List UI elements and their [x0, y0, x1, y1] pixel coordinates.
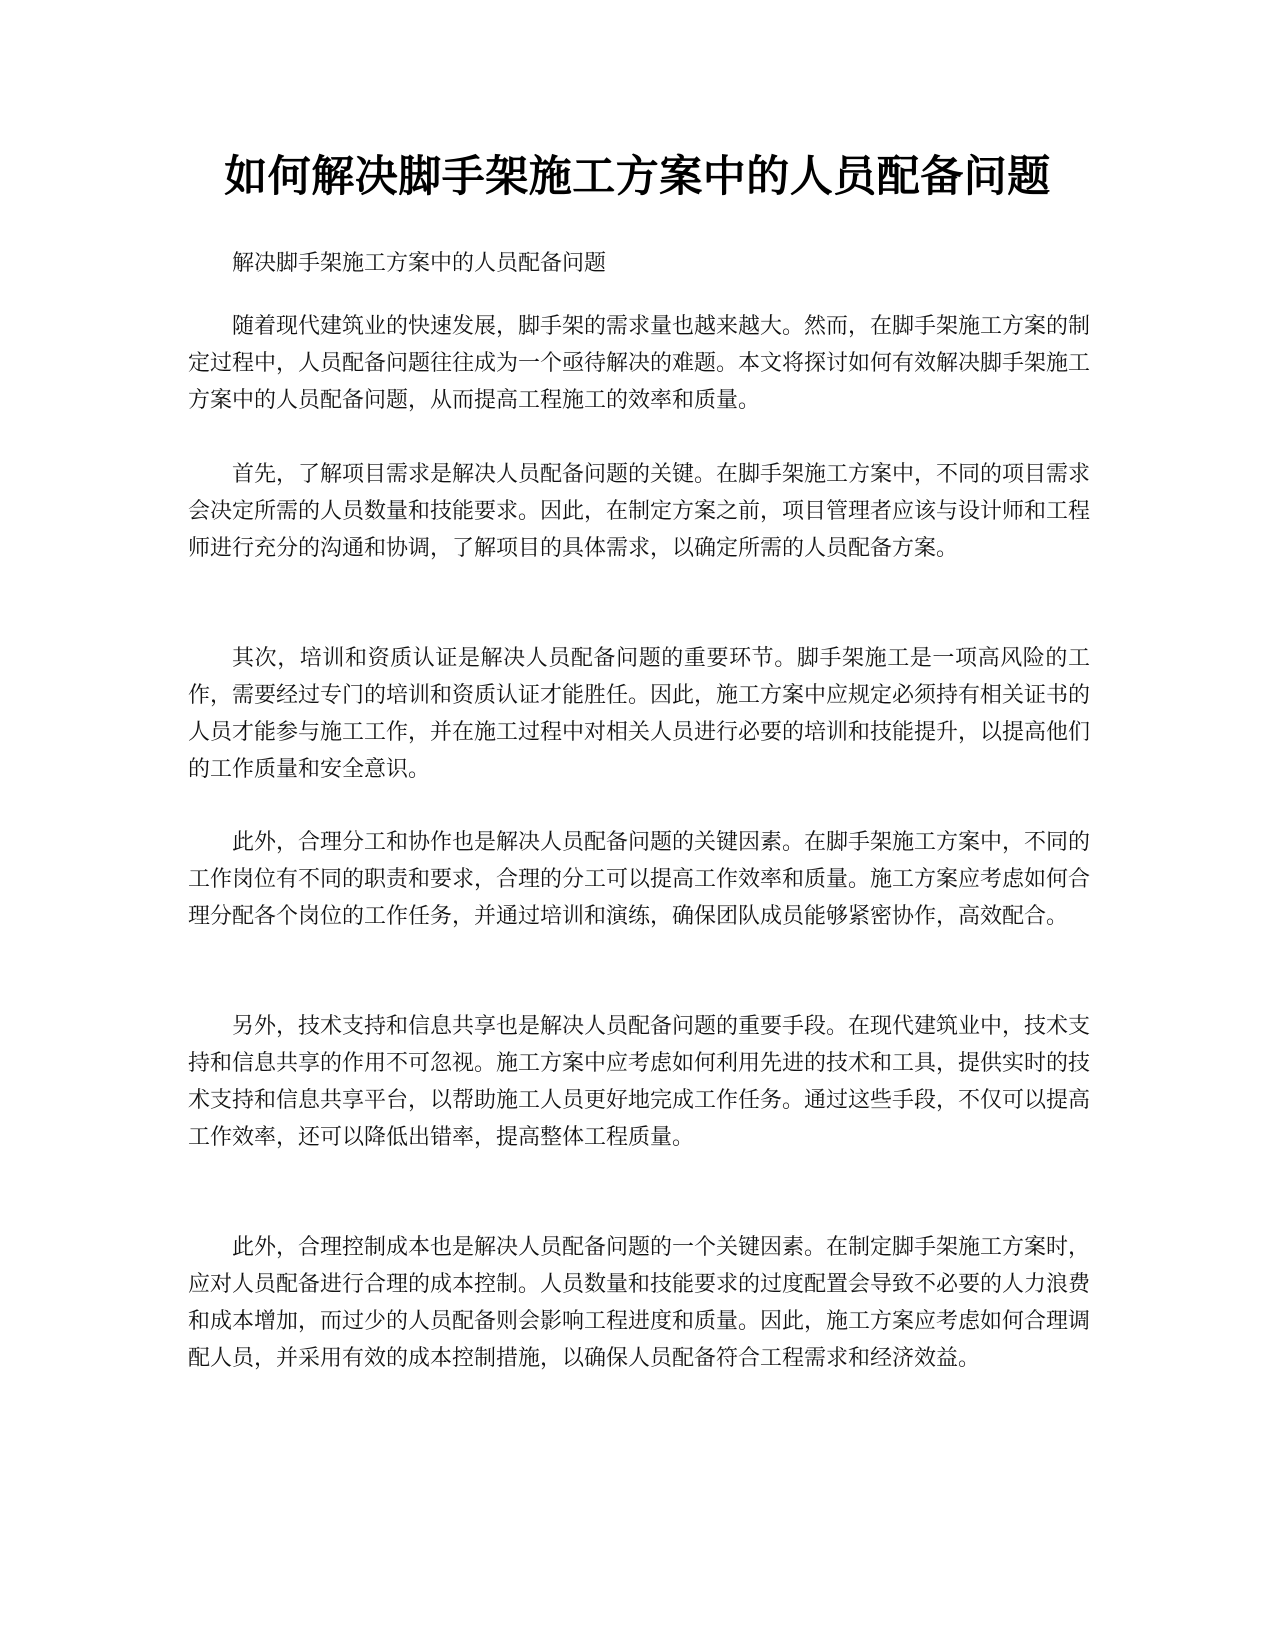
paragraph-intro: 随着现代建筑业的快速发展，脚手架的需求量也越来越大。然而，在脚手架施工方案的制定过程中，人员配备问题往往成为一个亟待解决的难题。本文将探讨如何有效解决脚手架施工方案中的人员配备问题，从而提高工程施工的效率和质量。	[188, 314, 1091, 413]
paragraph-project-needs: 首先，了解项目需求是解决人员配备问题的关键。在脚手架施工方案中，不同的项目需求会决定所需的人员数量和技能要求。因此，在制定方案之前，项目管理者应该与设计师和工程师进行充分的沟通和协调，了解项目的具体需求，以确定所需的人员配备方案。	[188, 462, 1091, 561]
page-title: 如何解决脚手架施工方案中的人员配备问题	[224, 152, 1051, 202]
paragraph-technical-support: 另外，技术支持和信息共享也是解决人员配备问题的重要手段。在现代建筑业中，技术支持和信息共享的作用不可忽视。施工方案中应考虑如何利用先进的技术和工具，提供实时的技术支持和信息共享平台，以帮助施工人员更好地完成工作任务。通过这些手段，不仅可以提高工作效率，还可以降低出错率，提高整体工程质量。	[188, 1014, 1091, 1150]
paragraph-cost-control: 此外，合理控制成本也是解决人员配备问题的一个关键因素。在制定脚手架施工方案时，应对人员配备进行合理的成本控制。人员数量和技能要求的过度配置会导致不必要的人力浪费和成本增加，而过少的人员配备则会影响工程进度和质量。因此，施工方案应考虑如何合理调配人员，并采用有效的成本控制措施，以确保人员配备符合工程需求和经济效益。	[188, 1235, 1091, 1371]
paragraph-training-certification: 其次，培训和资质认证是解决人员配备问题的重要环节。脚手架施工是一项高风险的工作，需要经过专门的培训和资质认证才能胜任。因此，施工方案中应规定必须持有相关证书的人员才能参与施工工作，并在施工过程中对相关人员进行必要的培训和技能提升，以提高他们的工作质量和安全意识。	[188, 646, 1091, 782]
document-subtitle: 解决脚手架施工方案中的人员配备问题	[232, 251, 607, 276]
paragraph-division-of-labor: 此外，合理分工和协作也是解决人员配备问题的关键因素。在脚手架施工方案中，不同的工作岗位有不同的职责和要求，合理的分工可以提高工作效率和质量。施工方案应考虑如何合理分配各个岗位的工作任务，并通过培训和演练，确保团队成员能够紧密协作，高效配合。	[188, 830, 1091, 929]
